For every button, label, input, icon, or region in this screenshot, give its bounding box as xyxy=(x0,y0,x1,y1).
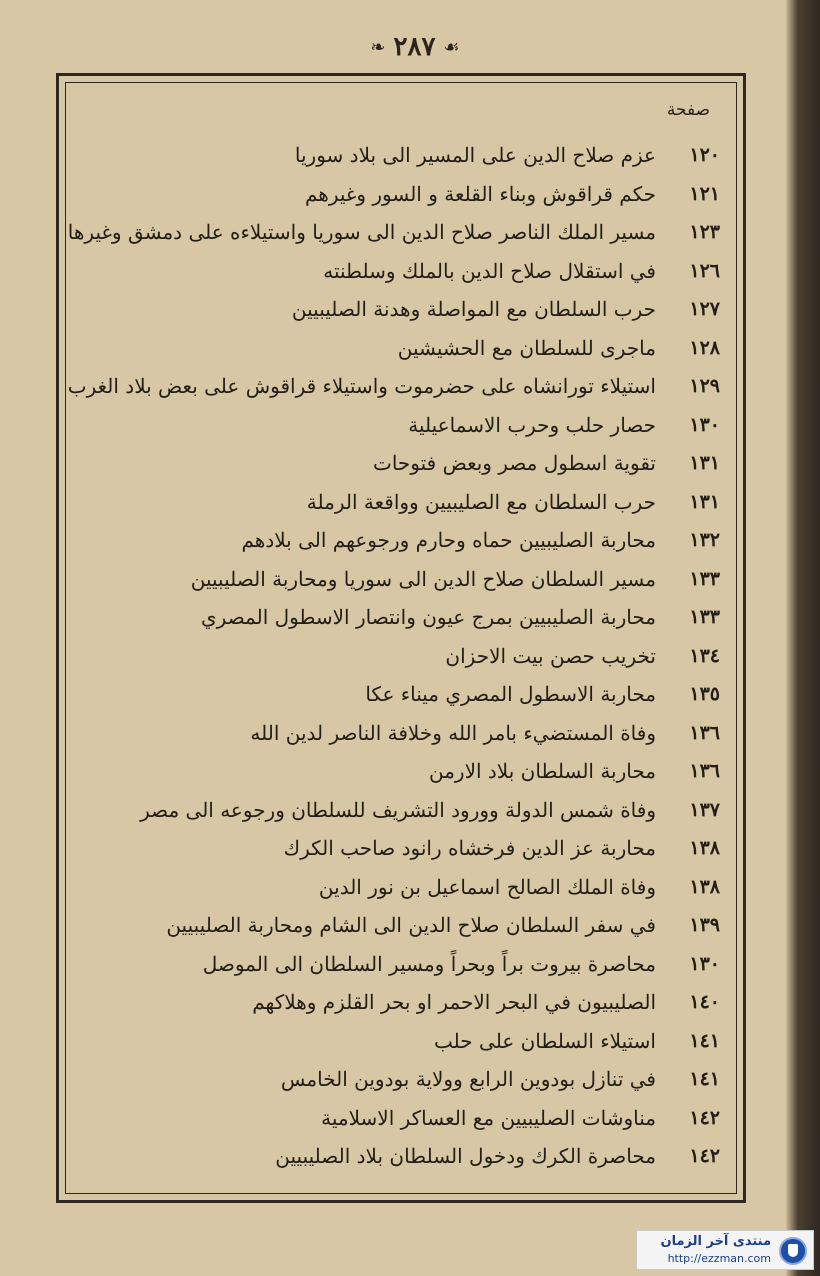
table-of-contents xyxy=(67,136,720,1176)
toc-row xyxy=(70,252,720,291)
toc-row xyxy=(70,521,720,560)
toc-page-number: ١٣٣ xyxy=(689,606,720,629)
toc-entry-title: حصار حلب وحرب الاسماعيلية xyxy=(408,412,656,437)
toc-page-number: ١٢٨ xyxy=(689,336,720,359)
toc-entry-title: حرب السلطان مع الصليبيين وواقعة الرملة xyxy=(306,489,656,514)
toc-row xyxy=(70,752,720,791)
page-edge-shadow xyxy=(786,0,820,1276)
toc-page-number: ١٤٢ xyxy=(689,1145,720,1168)
toc-entry-title: محاصرة بيروت براً وبحراً ومسير السلطان الى الموصل xyxy=(202,951,656,976)
toc-row xyxy=(70,637,720,676)
toc-entry-title: وفاة الملك الصالح اسماعيل بن نور الدين xyxy=(318,874,656,899)
toc-row xyxy=(70,560,720,599)
toc-entry-title: حرب السلطان مع المواصلة وهدنة الصليبيين xyxy=(291,297,656,322)
toc-entry-title: تخريب حصن بيت الاحزان xyxy=(445,643,656,668)
toc-entry-title: محاربة الصليبيين بمرج عيون وانتصار الاسطول المصري xyxy=(201,605,656,630)
toc-entry-title: في سفر السلطان صلاح الدين الى الشام ومحاربة الصليبيين xyxy=(166,913,656,938)
toc-page-number: ١٢٧ xyxy=(689,298,720,321)
toc-row xyxy=(70,1137,720,1176)
toc-page-number: ١٣٢ xyxy=(689,529,720,552)
toc-row xyxy=(70,906,720,945)
toc-row xyxy=(70,829,720,868)
toc-page-number: ١٢١ xyxy=(689,182,720,205)
toc-row xyxy=(67,213,720,252)
toc-entry-title: استيلاء تورانشاه على حضرموت واستيلاء قراقوش على بعض بلاد الغرب xyxy=(67,374,656,399)
page-header xyxy=(360,30,470,64)
toc-page-number: ١٢٩ xyxy=(689,375,720,398)
toc-entry-title: ماجرى للسلطان مع الحشيشين xyxy=(397,335,656,360)
toc-row xyxy=(70,444,720,483)
toc-row xyxy=(70,675,720,714)
toc-page-number: ١٣٠ xyxy=(689,413,720,436)
toc-entry-title: استيلاء السلطان على حلب xyxy=(434,1028,656,1053)
toc-entry-title: محاربة عز الدين فرخشاه رانود صاحب الكرك xyxy=(283,836,656,861)
toc-page-number: ١٢٦ xyxy=(689,259,720,282)
toc-row xyxy=(70,175,720,214)
page-number: ٢٨٧ xyxy=(393,32,436,62)
toc-row xyxy=(70,406,720,445)
toc-page-number: ١٣٨ xyxy=(689,875,720,898)
toc-entry-title: عزم صلاح الدين على المسير الى بلاد سوريا xyxy=(294,143,656,168)
toc-page-number: ١٤٠ xyxy=(689,991,720,1014)
toc-row xyxy=(70,1022,720,1061)
toc-page-number: ١٣٤ xyxy=(689,644,720,667)
toc-entry-title: محاصرة الكرك ودخول السلطان بلاد الصليبيين xyxy=(275,1144,656,1169)
toc-row xyxy=(70,714,720,753)
toc-page-number: ١٣١ xyxy=(689,452,720,475)
toc-row xyxy=(70,868,720,907)
shield-icon xyxy=(779,1237,807,1265)
watermark-url[interactable]: http://ezzman.com xyxy=(667,1252,771,1265)
toc-page-number: ١٣٥ xyxy=(689,683,720,706)
toc-page-number: ١٢٣ xyxy=(689,221,720,244)
toc-entry-title: مسير السلطان صلاح الدين الى سوريا ومحاربة الصليبيين xyxy=(190,566,656,591)
toc-row xyxy=(70,1099,720,1138)
toc-entry-title: محاربة الصليبيين حماه وحارم ورجوعهم الى بلادهم xyxy=(241,528,656,553)
toc-entry-title: وفاة المستضيء بامر الله وخلافة الناصر لدين الله xyxy=(250,720,656,745)
toc-row xyxy=(70,290,720,329)
toc-page-number: ١٣١ xyxy=(689,490,720,513)
page-column-label: صفحة xyxy=(666,100,710,120)
toc-row xyxy=(70,1060,720,1099)
toc-entry-title: مسير الملك الناصر صلاح الدين الى سوريا واستيلاءه على دمشق وغيرها xyxy=(67,220,656,245)
toc-page-number: ١٣٧ xyxy=(689,798,720,821)
toc-entry-title: تقوية اسطول مصر وبعض فتوحات xyxy=(373,451,656,476)
toc-entry-title: حكم قراقوش وبناء القلعة و السور وغيرهم xyxy=(304,181,656,206)
toc-page-number: ١٤١ xyxy=(689,1029,720,1052)
toc-row xyxy=(70,329,720,368)
toc-row xyxy=(70,598,720,637)
toc-page-number: ١٣٩ xyxy=(689,914,720,937)
toc-row xyxy=(70,136,720,175)
toc-page-number: ١٣٦ xyxy=(689,760,720,783)
toc-row xyxy=(70,791,720,830)
toc-row xyxy=(70,983,720,1022)
toc-row xyxy=(70,945,720,984)
toc-entry-title: محاربة السلطان بلاد الارمن xyxy=(428,759,656,784)
toc-page-number: ١٣٦ xyxy=(689,721,720,744)
toc-entry-title: الصليبيون في البحر الاحمر او بحر القلزم وهلاكهم xyxy=(252,990,656,1015)
toc-page-number: ١٢٠ xyxy=(689,144,720,167)
toc-page-number: ١٣٠ xyxy=(689,952,720,975)
toc-page-number: ١٣٣ xyxy=(689,567,720,590)
toc-entry-title: وفاة شمس الدولة وورود التشريف للسلطان ورجوعه الى مصر xyxy=(140,797,656,822)
toc-page-number: ١٤١ xyxy=(689,1068,720,1091)
toc-entry-title: في استقلال صلاح الدين بالملك وسلطنته xyxy=(323,258,656,283)
toc-page-number: ١٣٨ xyxy=(689,837,720,860)
watermark-name: منتدى آخر الزمان xyxy=(660,1234,771,1249)
forum-watermark[interactable] xyxy=(636,1230,814,1270)
toc-row xyxy=(70,483,720,522)
toc-row xyxy=(67,367,720,406)
toc-page-number: ١٤٢ xyxy=(689,1106,720,1129)
ornament-left-icon: ❧ xyxy=(370,36,386,58)
toc-entry-title: مناوشات الصليبيين مع العساكر الاسلامية xyxy=(321,1105,656,1130)
toc-entry-title: محاربة الاسطول المصري ميناء عكا xyxy=(365,682,656,707)
ornament-right-icon: ☙ xyxy=(443,36,460,58)
toc-entry-title: في تنازل بودوين الرابع وولاية بودوين الخامس xyxy=(280,1067,656,1092)
